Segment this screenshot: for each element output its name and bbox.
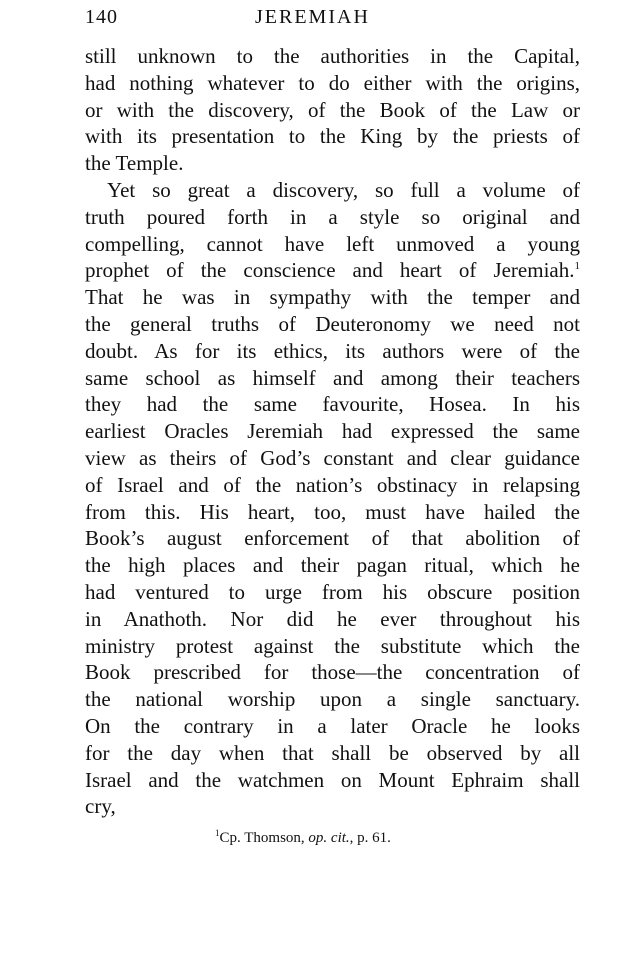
text-line: Book prescribed for those—the concentration of xyxy=(85,660,580,685)
text-line: Yet so great a discovery, so full a volume of xyxy=(107,177,580,202)
text-line: the general truths of Deuteronomy we need not xyxy=(85,311,580,336)
text-line: Book’s august enforcement of that abolition of xyxy=(85,526,580,551)
text-line: with its presentation to the King by the priests of xyxy=(85,124,580,149)
text-line: the high places and their pagan ritual, which he xyxy=(85,553,580,578)
page-number: 140 xyxy=(85,6,118,28)
text-line: the Temple. xyxy=(85,151,184,176)
footnote-marker: 1 xyxy=(215,828,220,838)
text-line: truth poured forth in a style so original and xyxy=(85,204,580,229)
text-line: still unknown to the authorities in the Capital, xyxy=(85,44,580,68)
text-line: same school as himself and among their teachers xyxy=(85,365,580,390)
text-line: they had the same favourite, Hosea. In his xyxy=(85,392,580,417)
text-line: view as theirs of God’s constant and clear guidance xyxy=(85,445,580,470)
page-header xyxy=(85,6,580,32)
text-line: ministry protest against the substitute which the xyxy=(85,633,580,658)
text-line: compelling, cannot have left unmoved a young xyxy=(85,231,580,256)
text-line: of Israel and of the nation’s obstinacy in relapsing xyxy=(85,472,580,497)
footnote xyxy=(215,830,391,847)
footnote-reference: 1 xyxy=(574,260,580,273)
footnote-suffix: , p. 61. xyxy=(349,830,391,846)
text-line: from this. His heart, too, must have hailed the xyxy=(85,499,580,524)
body-text xyxy=(85,43,580,820)
text-line: or with the discovery, of the Book of the Law or xyxy=(85,97,580,122)
text-line: doubt. As for its ethics, its authors were of the xyxy=(85,338,580,363)
text-line: had nothing whatever to do either with the origins, xyxy=(85,70,580,95)
text-line: Israel and the watchmen on Mount Ephraim shall xyxy=(85,767,580,792)
text-line: That he was in sympathy with the temper and xyxy=(85,285,580,310)
text-line: earliest Oracles Jeremiah had expressed the same xyxy=(85,419,580,444)
footnote-citation-italic: op. cit. xyxy=(308,830,350,846)
text-line: for the day when that shall be observed by all xyxy=(85,740,580,765)
text-line: in Anathoth. Nor did he ever throughout his xyxy=(85,606,580,631)
running-title: JEREMIAH xyxy=(255,6,370,28)
text-line: cry, xyxy=(85,794,116,819)
text-line: the national worship upon a single sanctuary. xyxy=(85,687,580,712)
text-line: prophet of the conscience and heart of Jeremiah. xyxy=(85,258,575,283)
text-line: On the contrary in a later Oracle he looks xyxy=(85,713,580,738)
text-line: had ventured to urge from his obscure position xyxy=(85,579,580,604)
footnote-prefix: Cp. Thomson, xyxy=(219,830,309,846)
text-line-with-footnote-ref xyxy=(85,257,580,284)
